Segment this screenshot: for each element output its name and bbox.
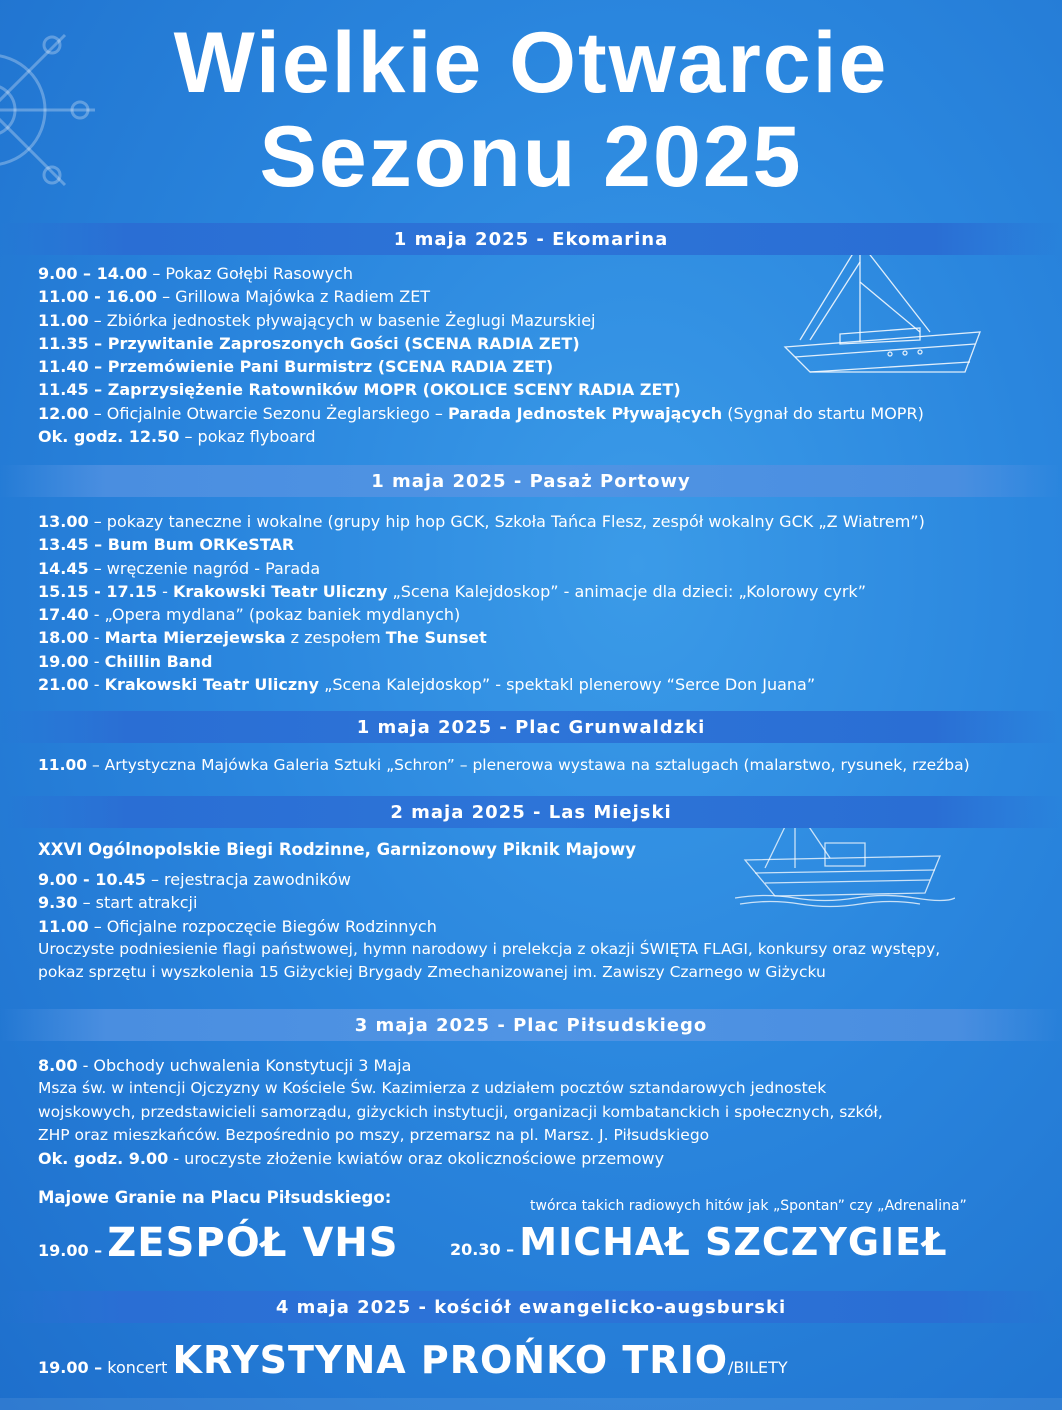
- act2-note: twórca takich radiowych hitów jak „Spontan” czy „Adrenalina”: [530, 1198, 967, 1214]
- list-item: 11.00 – Artystyczna Majówka Galeria Sztuki „Schron” – plenerowa wystawa na sztalugach (malarstwo, rysunek, rzeźba): [38, 756, 970, 774]
- paragraph-line: Msza św. w intencji Ojczyzny w Kościele Św. Kazimierza z udziałem pocztów sztandarowych jednostek: [38, 1079, 827, 1098]
- section-header-pasaz-portowy: 1 maja 2025 - Pasaż Portowy: [0, 465, 1062, 497]
- act1-name: ZESPÓŁ VHS: [107, 1220, 399, 1266]
- list-item: 9.00 - 10.45 – rejestracja zawodników: [38, 870, 351, 889]
- act1-time: 19.00 –: [38, 1241, 103, 1260]
- list-item: 8.00 - Obchody uchwalenia Konstytucji 3 Maja: [38, 1056, 412, 1075]
- list-item: Ok. godz. 9.00 - uroczyste złożenie kwiatów oraz okolicznościowe przemowy: [38, 1149, 665, 1169]
- paragraph-line: Uroczyste podniesienie flagi państwowej, hymn narodowy i prelekcja z okazji ŚWIĘTA FLAGI, konkursy oraz występy,: [38, 939, 941, 958]
- list-item: 11.00 - 16.00 – Grillowa Majówka z Radiem ZET: [38, 287, 431, 307]
- list-item: 19.00 - Chillin Band: [38, 651, 213, 671]
- final-concert-name: KRYSTYNA PROŃKO TRIO: [172, 1338, 729, 1382]
- list-item: 9.00 – 14.00 – Pokaz Gołębi Rasowych: [38, 264, 353, 283]
- paragraph-line: ZHP oraz mieszkańców. Bezpośrednio po mszy, przemarsz na pl. Marsz. J. Piłsudskiego: [38, 1125, 710, 1144]
- list-item: 12.00 – Oficjalnie Otwarcie Sezonu Żeglarskiego – Parada Jednostek Pływających (Sygnał do startu MOPR): [38, 403, 924, 423]
- footer-strip: [0, 1398, 1062, 1410]
- list-item: 9.30 – start atrakcji: [38, 893, 198, 913]
- list-item: 14.45 – wręczenie nagród - Parada: [38, 558, 321, 578]
- list-item: 11.35 – Przywitanie Zaproszonych Gości (SCENA RADIA ZET): [38, 333, 580, 353]
- paragraph-line: pokaz sprzętu i wyszkolenia 15 Giżyckiej Brygady Zmechanizowanej im. Zawiszy Czarnego w Giżycku: [38, 963, 826, 982]
- paragraph-line: wojskowych, przedstawicieli samorządu, giżyckich instytucji, organizacji kombatanckich i społecznych, szkół,: [38, 1102, 883, 1121]
- section-las-miejski-subtitle: [38, 838, 1042, 861]
- section-header-ekomarina: 1 maja 2025 - Ekomarina: [0, 223, 1062, 255]
- section-plac-pilsudskiego-list: [38, 1054, 1042, 1170]
- list-item: 11.00 – Oficjalne rozpoczęcie Biegów Rodzinnych: [38, 916, 437, 936]
- list-item: 17.40 - „Opera mydlana” (pokaz baniek mydlanych): [38, 605, 461, 625]
- section-header-las-miejski: 2 maja 2025 - Las Miejski: [0, 796, 1062, 828]
- section-header-plac-pilsudskiego: 3 maja 2025 - Plac Piłsudskiego: [0, 1009, 1062, 1041]
- list-item: Ok. godz. 12.50 – pokaz flyboard: [38, 427, 316, 447]
- act2: [450, 1220, 948, 1264]
- section-header-kosciol: 4 maja 2025 - kościół ewangelicko-augsburski: [0, 1291, 1062, 1323]
- list-item: 15.15 - 17.15 - Krakowski Teatr Uliczny „Scena Kalejdoskop” - animacje dla dzieci: „Kolorowy cyrk”: [38, 581, 866, 601]
- final-concert-label: koncert: [107, 1358, 168, 1377]
- section-plac-grunwaldzki-list: [38, 754, 1042, 777]
- list-item: 18.00 - Marta Mierzejewska z zespołem The Sunset: [38, 628, 487, 648]
- list-item: 11.40 – Przemówienie Pani Burmistrz (SCENA RADIA ZET): [38, 357, 554, 377]
- list-item: 13.00 – pokazy taneczne i wokalne (grupy hip hop GCK, Szkoła Tańca Flesz, zespół wokalny GCK „Z Wiatrem”): [38, 512, 925, 531]
- act1: [38, 1220, 399, 1266]
- list-item: 13.45 – Bum Bum ORKeSTAR: [38, 535, 295, 555]
- concert-heading: Majowe Granie na Placu Piłsudskiego:: [38, 1188, 392, 1207]
- act2-name: MICHAŁ SZCZYGIEŁ: [519, 1220, 948, 1264]
- final-concert: [38, 1338, 788, 1382]
- section-subtitle: XXVI Ogólnopolskie Biegi Rodzinne, Garnizonowy Piknik Majowy: [38, 840, 637, 859]
- page-title-line2: Sezonu 2025: [259, 109, 803, 205]
- final-concert-suffix: /BILETY: [728, 1358, 788, 1377]
- section-las-miejski-list: [38, 868, 1042, 984]
- list-item: 11.45 – Zaprzysiężenie Ratowników MOPR (OKOLICE SCENY RADIA ZET): [38, 380, 681, 400]
- list-item: 21.00 - Krakowski Teatr Uliczny „Scena Kalejdoskop” - spektakl plenerowy “Serce Don Juana”: [38, 675, 816, 695]
- list-item: 11.00 – Zbiórka jednostek pływających w basenie Żeglugi Mazurskiej: [38, 310, 596, 330]
- final-concert-time: 19.00 –: [38, 1358, 103, 1377]
- section-pasaz-portowy-list: [38, 510, 1042, 696]
- section-header-plac-grunwaldzki: 1 maja 2025 - Plac Grunwaldzki: [0, 711, 1062, 743]
- page-title-line1: Wielkie Otwarcie: [173, 15, 889, 111]
- act2-time: 20.30 –: [450, 1240, 515, 1259]
- section-ekomarina-list: [38, 262, 1042, 448]
